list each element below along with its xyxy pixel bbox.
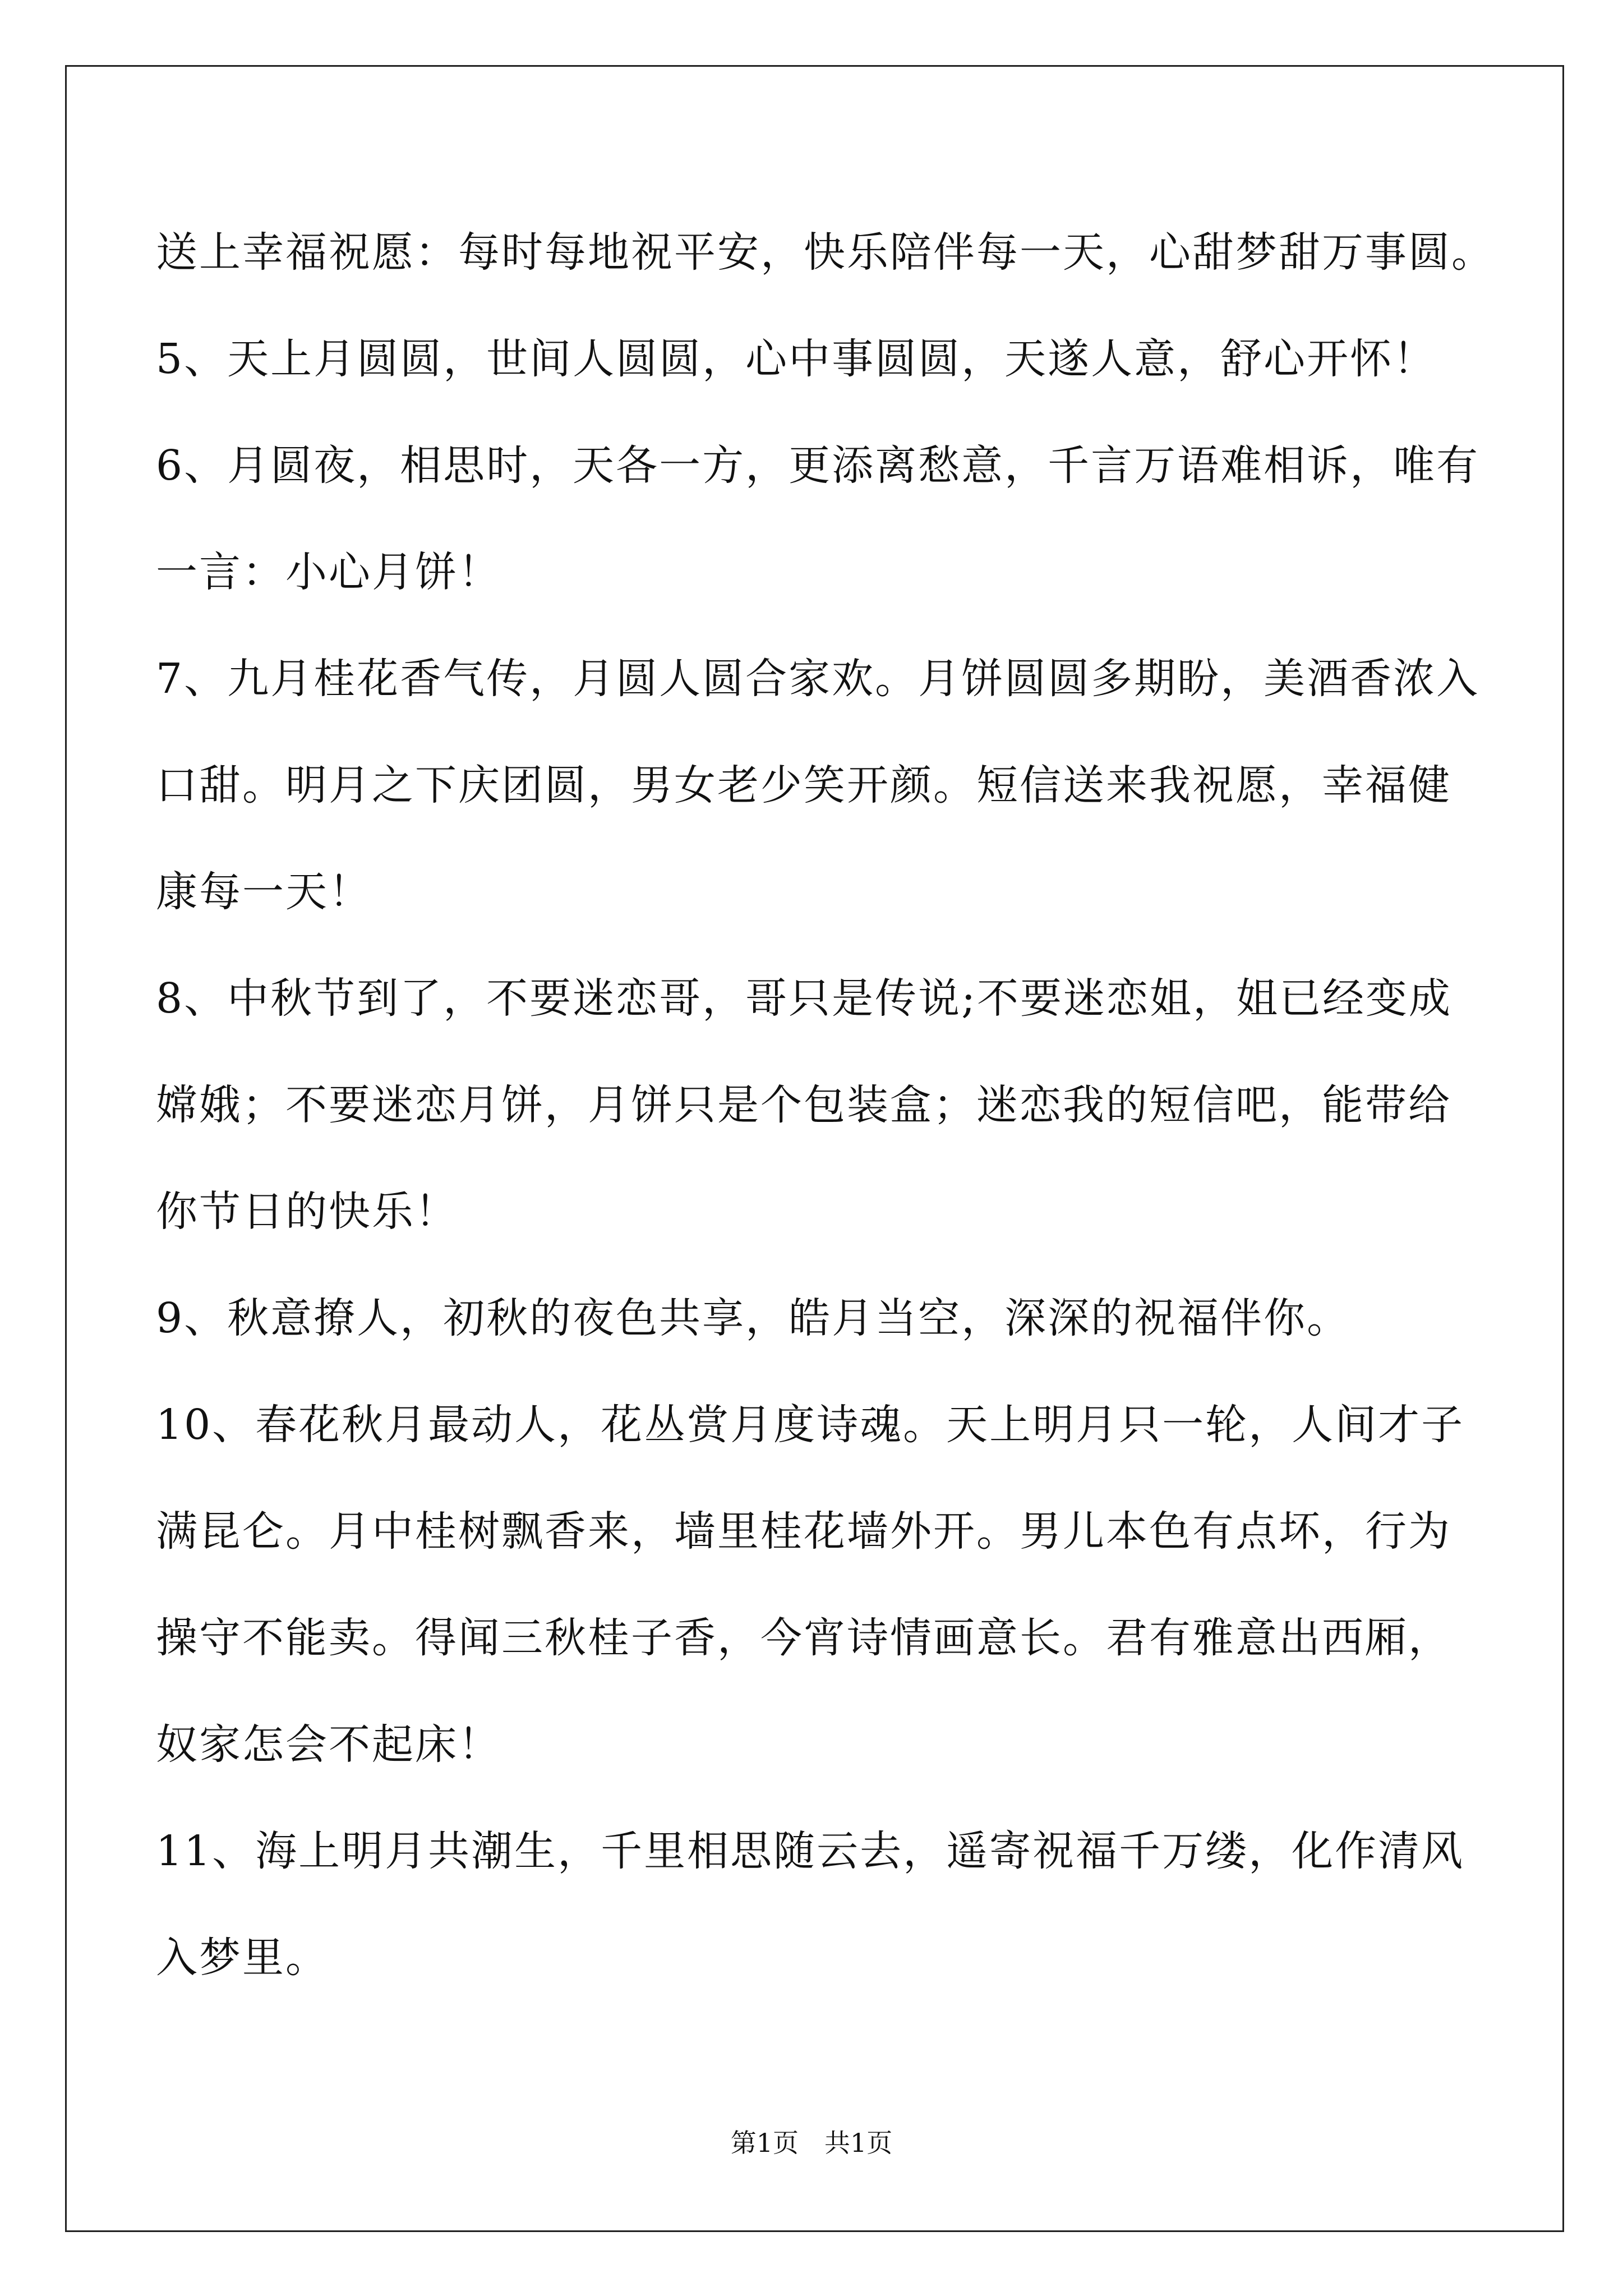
text-line: 10、春花秋月最动人，花丛赏月度诗魂。天上明月只一轮，人间才子 [156, 1401, 1465, 1449]
text-line: 送上幸福祝愿：每时每地祝平安，快乐陪伴每一天，心甜梦甜万事圆。 [156, 228, 1495, 277]
document-body [156, 199, 1495, 2011]
text-line: 8、中秋节到了，不要迷恋哥，哥只是传说;不要迷恋姐，姐已经变成 [156, 974, 1453, 1023]
text-line: 6、月圆夜，相思时，天各一方，更添离愁意，千言万语难相诉，唯有 [156, 441, 1480, 490]
text-line: 一言：小心月饼！ [156, 548, 501, 596]
text-line: 满昆仑。月中桂树飘香来，墙里桂花墙外开。男儿本色有点坏，行为 [156, 1507, 1451, 1556]
text-line: 11、海上明月共潮生，千里相思随云去，遥寄祝福千万缕，化作清风 [156, 1827, 1465, 1875]
text-line: 奴家怎会不起床！ [156, 1720, 501, 1769]
page-number-total: 共1页 [824, 2128, 893, 2158]
text-line: 9、秋意撩人，初秋的夜色共享，皓月当空，深深的祝福伴你。 [156, 1294, 1350, 1342]
text-line: 7、九月桂花香气传，月圆人圆合家欢。月饼圆圆多期盼，美酒香浓入 [156, 655, 1480, 703]
text-line: 5、天上月圆圆，世间人圆圆，心中事圆圆，天遂人意，舒心开怀！ [156, 335, 1437, 383]
page-number-current: 第1页 [730, 2128, 799, 2158]
text-line: 康每一天！ [156, 868, 372, 916]
text-line: 嫦娥；不要迷恋月饼，月饼只是个包装盒；迷恋我的短信吧，能带给 [156, 1081, 1451, 1129]
text-line: 你节日的快乐！ [156, 1188, 458, 1236]
page-footer [0, 2126, 1623, 2160]
text-line: 入梦里。 [156, 1934, 329, 1982]
text-line: 口甜。明月之下庆团圆，男女老少笑开颜。短信送来我祝愿，幸福健 [156, 761, 1451, 809]
text-line: 操守不能卖。得闻三秋桂子香，今宵诗情画意长。君有雅意出西厢， [156, 1614, 1451, 1662]
